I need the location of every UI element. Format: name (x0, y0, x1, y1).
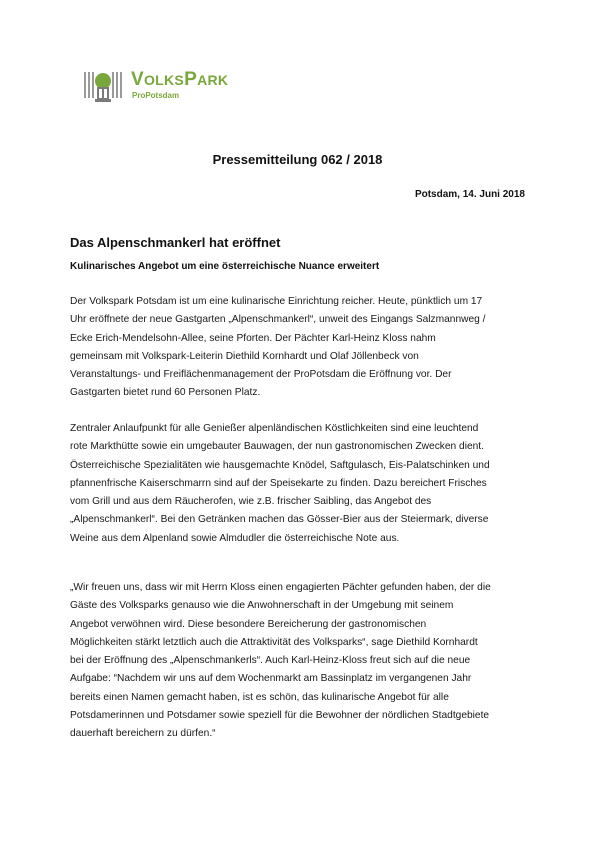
text-line: vom Grill und aus dem Räucherofen, wie z.B. frischer Saibling, das Angebot des (70, 496, 432, 507)
volkspark-logo-icon (84, 69, 124, 105)
text-line: Angebot verwöhnen wird. Diese besondere Bereicherung der gastronomischen (70, 618, 427, 630)
text-line: Potsdamerinnen und Potsdamer sowie speziell für die Bewohner der nördlichen Stadtgebiete (70, 709, 490, 721)
text-line: Gäste des Volksparks genauso wie die Anwohnerschaft in der Umgebung mit seinem (70, 600, 454, 612)
text-line: Der Volkspark Potsdam ist um eine kulinarische Einrichtung reicher. Heute, pünktlich um 17 (70, 296, 483, 307)
text-line: Uhr eröffnete der neue Gastgarten „Alpenschmankerl“, unweit des Eingangs Salzmannweg / (70, 314, 486, 326)
text-line: pfannenfrische Kaiserschmarrn sind auf der Speisekarte zu finden. Dazu bereichert Frisches (70, 477, 487, 489)
press-release-date: Potsdam, 14. Juni 2018 (414, 189, 525, 200)
press-release-title: Pressemitteilung 062 / 2018 (212, 152, 383, 167)
text-line: Ecke Erich-Mendelsohn-Allee, seine Pforten. Der Pächter Karl-Heinz Kloss nahm (70, 332, 436, 344)
volkspark-logo (84, 69, 254, 109)
text-line: Weine aus dem Alpenland sowie Almdudler die österreichische Note aus. (70, 532, 400, 544)
headline: Das Alpenschmankerl hat eröffnet (70, 235, 281, 250)
paragraph-1 (70, 293, 530, 403)
paragraph-2 (70, 420, 530, 548)
text-line: bereits einen Namen gemacht haben, ist es schön, das kulinarische Angebot für alle (70, 691, 449, 703)
text-line: bei der Eröffnung des „Alpenschmankerls“. Auch Karl-Heinz-Kloss freut sich auf die neue (70, 655, 471, 666)
text-line: rote Markthütte sowie ein umgebauter Bauwagen, der nun gastronomischen Zwecken dient. (70, 441, 484, 453)
logo-subtitle: ProPotsdam (132, 91, 180, 100)
text-line: gemeinsam mit Volkspark-Leiterin Diethild Kornhardt und Olaf Jöllenbeck von (70, 350, 419, 362)
text-line: Aufgabe: “Nachdem wir uns auf dem Wochenmarkt am Bassinplatz im vergangenen Jahr (70, 673, 472, 685)
text-line: Gastgarten bietet rund 60 Personen Platz. (70, 387, 261, 399)
text-line: Möglichkeiten stärkt letztlich auch die Attraktivität des Volksparks“, sage Diethild Kornhardt (70, 636, 478, 648)
paragraph-3 (70, 579, 530, 743)
text-line: Österreichische Spezialitäten wie hausgemachte Knödel, Saftgulasch, Eis-Palatschinken und (70, 459, 490, 471)
text-line: Veranstaltungs- und Freiflächenmanagement der ProPotsdam die Eröffnung vor. Der (70, 369, 452, 380)
text-line: „Wir freuen uns, dass wir mit Herrn Kloss einen engagierten Pächter gefunden haben, der die (70, 582, 491, 593)
text-line: dauerhaft bereichern zu dürfen.“ (70, 728, 216, 739)
logo-wordmark: VOLKSPARK (131, 69, 229, 90)
text-line: Zentraler Anlaufpunkt für alle Genießer alpenländischen Köstlichkeiten sind eine leuchtend (70, 423, 479, 434)
subheadline: Kulinarisches Angebot um eine österreichische Nuance erweitert (70, 261, 380, 272)
text-line: „Alpenschmankerl“. Bei den Getränken machen das Gösser-Bier aus der Steiermark, diverse (70, 514, 489, 526)
